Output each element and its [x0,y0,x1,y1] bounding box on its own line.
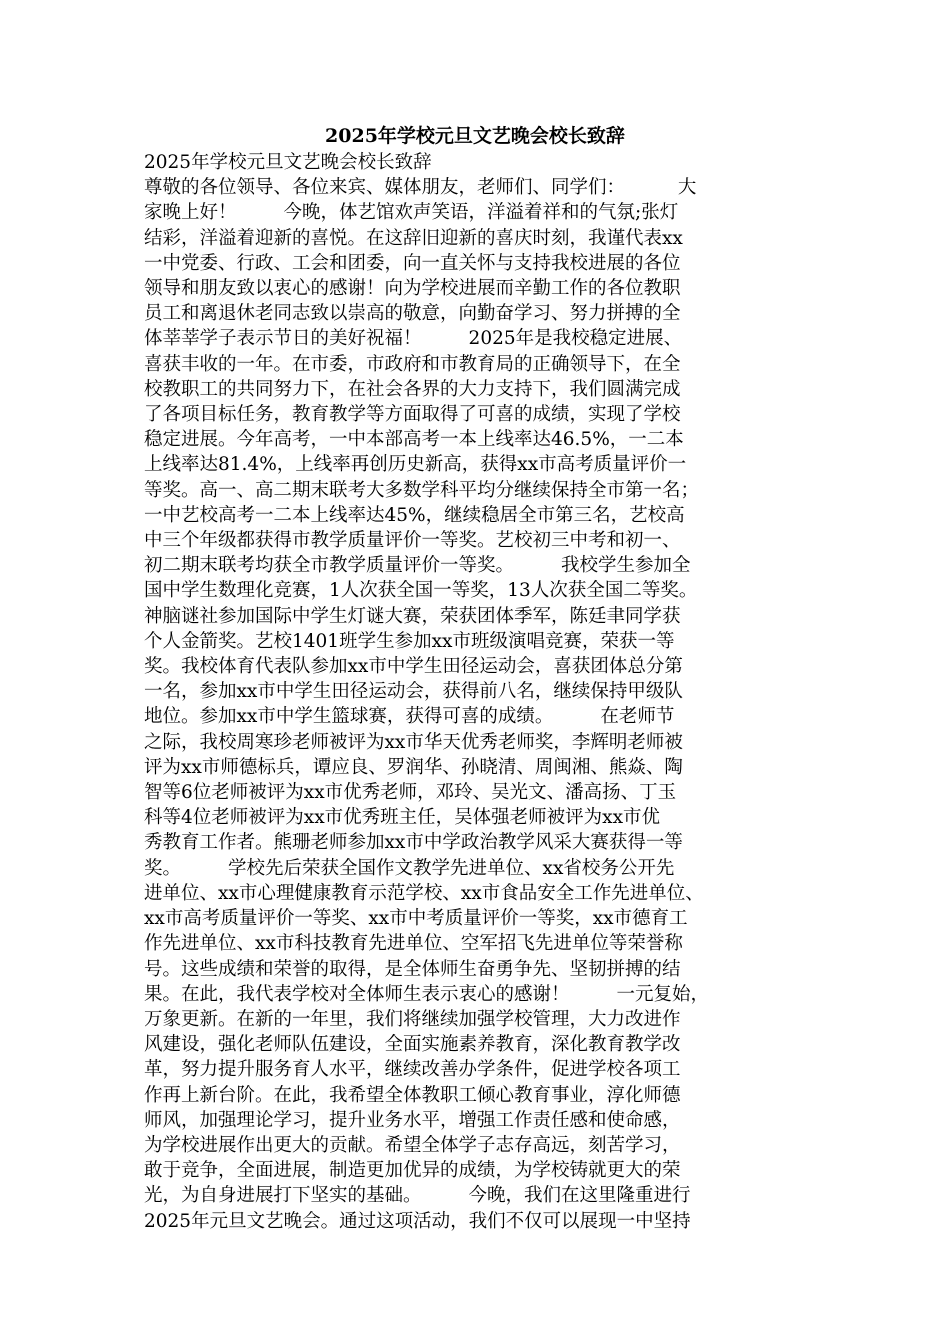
body-text-line: 中三个年级都获得市教学质量评价一等奖。艺校初三中考和初一、 [144,530,681,552]
body-text-line: 智等6位老师被评为xx市优秀老师，邓玲、吴光文、潘高扬、丁玉 [144,782,677,804]
body-text-line: 师风，加强理论学习，提升业务水平，增强工作责任感和使命感， [144,1109,681,1131]
document-body [144,150,812,1234]
body-text-line: 科等4位老师被评为xx市优秀班主任，吴体强老师被评为xx市优 [144,807,661,829]
body-text-line: 之际，我校周寒珍老师被评为xx市华天优秀老师奖，李辉明老师被 [144,731,683,753]
body-text-line: 稳定进展。今年高考，一中本部高考一本上线率达46.5%，一二本 [144,429,684,451]
body-text-line: 一名，参加xx市中学生田径运动会，获得前八名，继续保持甲级队 [144,681,683,703]
body-text-line: 神脑谜社参加国际中学生灯谜大赛，荣获团体季军，陈廷聿同学获 [144,605,681,627]
body-text-line: 校教职工的共同努力下，在社会各界的大力支持下，我们圆满完成 [144,378,681,400]
body-text-line: 果。在此，我代表学校对全体师生表示衷心的感谢！ 一元复始， [144,983,710,1005]
body-text-line: 等奖。高一、高二期末联考大多数学科平均分继续保持全市第一名； [144,479,700,501]
body-text-line: 进单位、xx市心理健康教育示范学校、xx市食品安全工作先进单位、 [144,882,704,904]
body-text-line: 号。这些成绩和荣誉的取得，是全体师生奋勇争先、坚韧拼搏的结 [144,958,681,980]
body-text-line: 秀教育工作者。熊珊老师参加xx市中学政治教学风采大赛获得一等 [144,832,683,854]
body-text-line: 家晚上好！ 今晚，体艺馆欢声笑语，洋溢着祥和的气氛;张灯 [144,202,679,224]
body-text-line: 体莘莘学子表示节日的美好祝福！ 2025年是我校稳定进展、 [144,328,683,350]
body-text-line: 奖。 学校先后荣获全国作文教学先进单位、xx省校务公开先 [144,857,675,879]
body-text-line: xx市高考质量评价一等奖、xx市中考质量评价一等奖，xx市德育工 [144,908,688,930]
body-text-line: 地位。参加xx市中学生篮球赛，获得可喜的成绩。 在老师节 [144,706,675,728]
body-text-line: 革，努力提升服务育人水平，继续改善办学条件，促进学校各项工 [144,1059,681,1081]
body-text-line: 初二期末联考均获全市教学质量评价一等奖。 我校学生参加全 [144,555,691,577]
body-text-line: 作先进单位、xx市科技教育先进单位、空军招飞先进单位等荣誉称 [144,933,683,955]
body-text-line: 奖。我校体育代表队参加xx市中学生田径运动会，喜获团体总分第 [144,656,683,678]
body-text-line: 国中学生数理化竞赛，1人次获全国一等奖，13人次获全国二等奖。 [144,580,698,602]
document-title: 2025年学校元旦文艺晚会校长致辞 [325,125,625,147]
body-text-line: 评为xx市师德标兵，谭应良、罗润华、孙晓清、周闽湘、熊焱、陶 [144,756,683,778]
body-text-line: 作再上新台阶。在此，我希望全体教职工倾心教育事业，淳化师德 [144,1084,681,1106]
body-text-line: 个人金箭奖。艺校1401班学生参加xx市班级演唱竞赛，荣获一等 [144,630,675,652]
body-text-line: 为学校进展作出更大的贡献。希望全体学子志存高远，刻苦学习， [144,1134,681,1156]
body-text-line: 领导和朋友致以衷心的感谢！向为学校进展而辛勤工作的各位教职 [144,278,681,300]
document-subtitle-line: 2025年学校元旦文艺晚会校长致辞 [144,152,432,173]
body-text-line: 了各项目标任务，教育教学等方面取得了可喜的成绩，实现了学校 [144,404,681,426]
body-text-line: 结彩，洋溢着迎新的喜悦。在这辞旧迎新的喜庆时刻，我谨代表xx [144,227,683,249]
body-text-line: 风建设，强化老师队伍建设，全面实施素养教育，深化教育教学改 [144,1034,681,1056]
body-text-line: 敢于竞争，全面进展，制造更加优异的成绩，为学校铸就更大的荣 [144,1160,681,1182]
body-text-line: 光，为自身进展打下坚实的基础。 今晚，我们在这里隆重进行 [144,1185,691,1207]
body-text-line: 尊敬的各位领导、各位来宾、媒体朋友，老师们、同学们： 大 [144,177,697,199]
body-text-line: 2025年元旦文艺晚会。通过这项活动，我们不仅可以展现一中坚持 [144,1210,691,1232]
body-text-line: 一中党委、行政、工会和团委，向一直关怀与支持我校进展的各位 [144,252,681,274]
body-text-line: 上线率达81.4%，上线率再创历史新高，获得xx市高考质量评价一 [144,454,687,476]
body-text-line: 员工和离退休老同志致以崇高的敬意，向勤奋学习、努力拼搏的全 [144,303,681,325]
body-text-line: 喜获丰收的一年。在市委，市政府和市教育局的正确领导下，在全 [144,353,681,375]
body-text-line: 万象更新。在新的一年里，我们将继续加强学校管理，大力改进作 [144,1008,681,1030]
body-text-line: 一中艺校高考一二本上线率达45%，继续稳居全市第三名，艺校高 [144,504,685,526]
